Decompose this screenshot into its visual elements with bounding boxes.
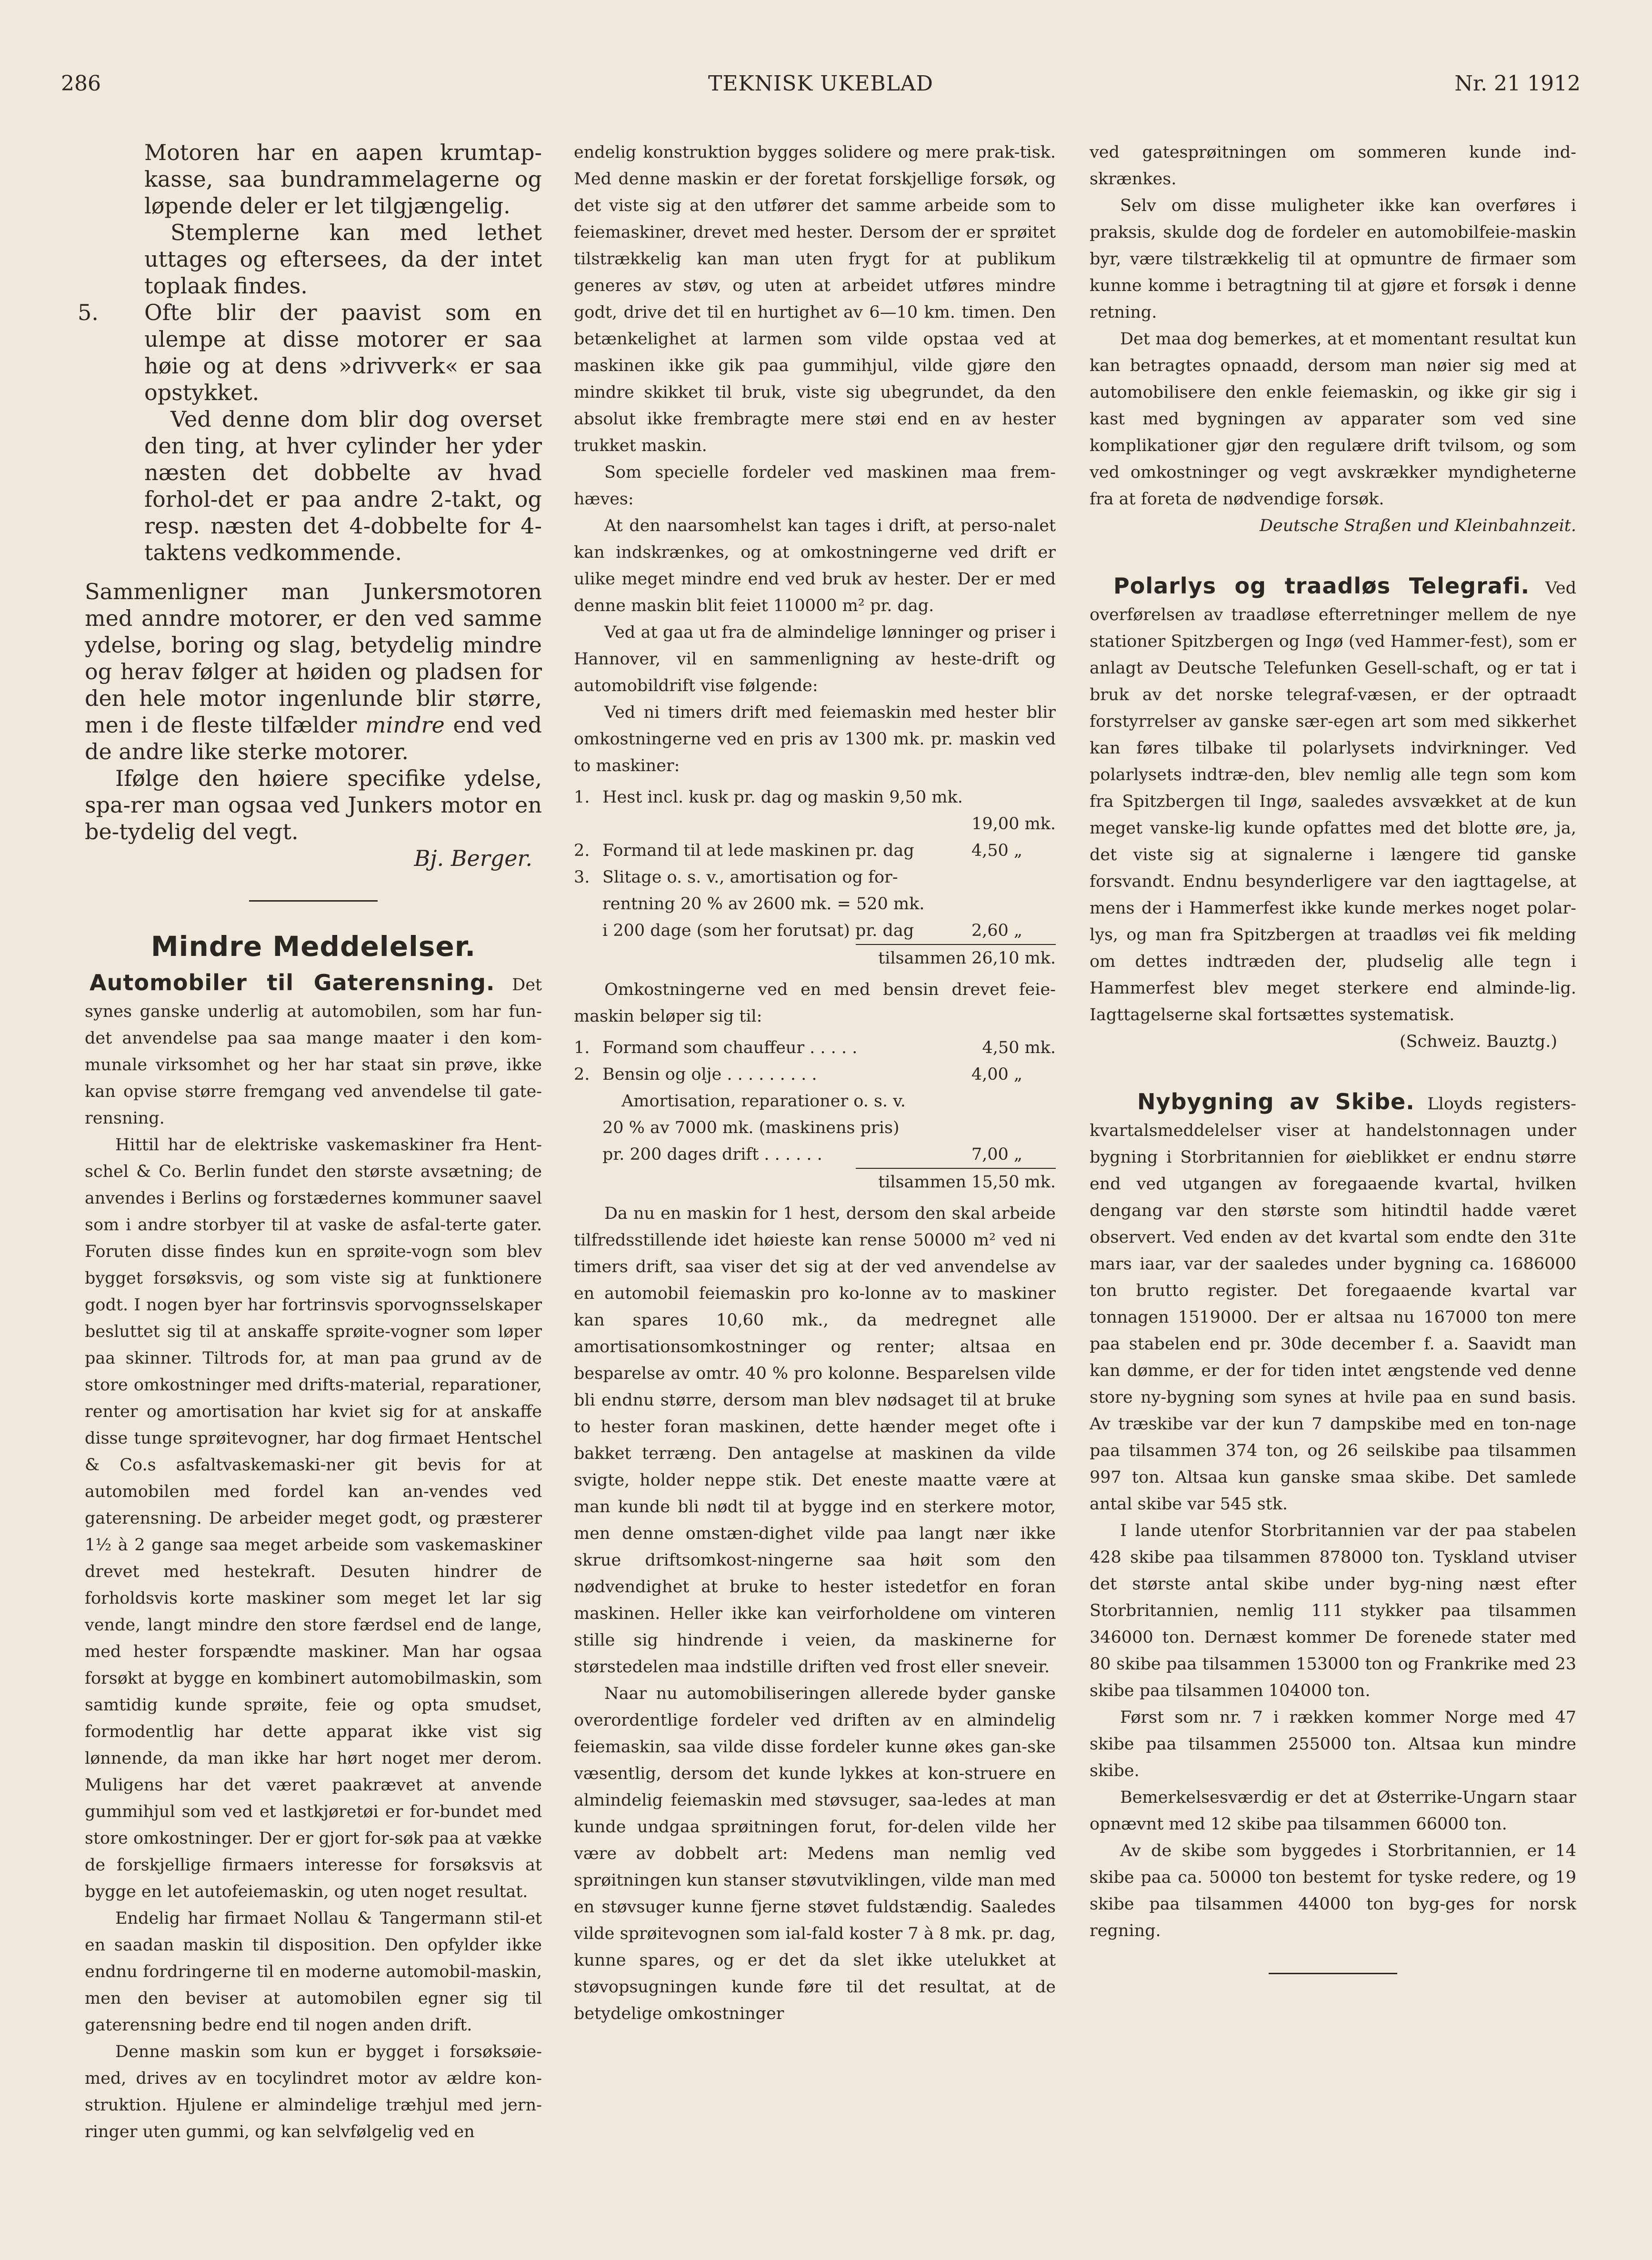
journal-title: TEKNISK UKEBLAD (708, 71, 933, 96)
cost-line (574, 891, 1056, 917)
paragraph: Endelig har firmaet Nollau & Tangermann stil-et en saadan maskin til disposition. Den opfylder ikke endnu fordringerne til en moderne automobil-maskin, men den beviser at automobilen egner sig til gaterensning bedre end til nogen anden drift. (85, 1909, 542, 2035)
paragraph: Det maa dog bemerkes, at et momentant resultat kun kan betragtes opnaadd, dersom man nøier sig med at automobilisere den enkle feiemaskin, og ikke gir sig i kast med bygningen av apparater som ved sine komplikationer gjør den regulære drift tvilsom, og som ved omkostninger og vegt avskrækker myndigheterne fra at foreta de nødvendige forsøk. (1090, 330, 1576, 509)
article-title: Nybygning av Skibe. (1137, 1089, 1415, 1115)
paragraph: Bemerkelsesværdig er det at Østerrike-Ungarn staar opnævnt med 12 skibe paa tilsammen 66000 ton. (1090, 1788, 1576, 1834)
cost-line (574, 1088, 1056, 1115)
page-number: 286 (61, 71, 101, 96)
line-text: 20 % av 7000 mk. (maskinens pris) (602, 1118, 900, 1137)
line-text: i 200 dage (som her forutsat) pr. dag (602, 921, 914, 940)
paragraph: endelig konstruktion bygges solidere og mere prak-tisk. Med denne maskin er der foretat forskjellige forsøk, og det viste sig at den utfører det samme arbeide som to feiemaskiner, drevet med hester. Dersom der er sprøitet tilstrækkelig kan man uten frygt for at publikum generes av støv, og uten at arbeidet utføres mindre godt, drive det til en hurtighet av 6—10 km. timen. Den betænkelighet at larmen som vilde opstaa ved at maskinen ikke gik paa gummihjul, vilde gjøre den mindre skikket til bruk, viste sig ubegrundet, da den absolut ikke frembragte mere støi end en av hester trukket maskin. (574, 143, 1056, 455)
cost-amount: 4,50 „ (971, 841, 1022, 860)
paragraph: Omkostningerne ved en med bensin drevet feie-maskin beløper sig til: (574, 980, 1056, 1026)
line-text: Slitage o. s. v., amortisation og for- (602, 868, 898, 887)
cost-line (574, 1141, 1056, 1168)
source-citation: (Schweiz. Bauztg.) (1399, 1032, 1557, 1051)
article-title: Polarlys og traadløs Telegrafi. (1113, 573, 1530, 599)
cost-amount: 2,60 „ (971, 921, 1022, 940)
paragraph: ved gatesprøitningen om sommeren kunde ind-skrænkes. (1090, 143, 1576, 189)
line-text: rentning 20 % av 2600 mk. = 520 mk. (602, 894, 925, 914)
line-text: Formand til at lede maskinen pr. dag (602, 841, 914, 860)
paragraph: At den naarsomhelst kan tages i drift, at perso-nalet kan indskrænkes, og at omkostningerne ved drift er ulike meget mindre end ved bruk av hester. Der er med denne maskin blit feiet 110000 m² pr. dag. (574, 516, 1056, 615)
paragraph: Som specielle fordeler ved maskinen maa frem-hæves: (574, 463, 1056, 509)
paragraph: Da nu en maskin for 1 hest, dersom den skal arbeide tilfredsstillende idet høieste kan rense 50000 m² ved ni timers drift, saa viser det sig at der ved anvendelse av en automobil feiemaskin pro ko-lonne av to maskiner kan spares 10,60 mk., da medregnet alle amortisationsomkostninger og renter; altsaa en besparelse av omtr. 40 % pro kolonne. Besparelsen vilde bli endnu større, dersom man blev nødsaget til at bruke to hester foran maskinen, dette hænder meget ofte i bakket terræng. Den antagelse at maskinen da vilde svigte, holder neppe stik. Det eneste maatte være at man kunde bli nødt til at bygge ind en sterkere motor, men denne omstæn-dighet vilde paa langt nær ikke skrue driftsomkost-ningerne saa høit som den nødvendighet at bruke to hester istedetfor en foran maskinen. Heller ikke kan veirforholdene om vinteren stille sig hindrende i veien, da maskinerne for størstedelen maa indstille driften ved frost eller sneveir. (574, 1204, 1056, 1677)
paragraph: Av de skibe som byggedes i Storbritannien, er 14 skibe paa ca. 50000 ton bestemt for tyske redere, og 19 skibe paa tilsammen 44000 ton byg-ges for norsk regning. (1090, 1841, 1576, 1940)
paragraph: Ved denne dom blir dog overset den ting, at hver cylinder her yder næsten det dobbelte av hvad forhol-det er paa andre 2-takt, og resp. næsten det 4-dobbelte for 4-taktens vedkommende. (144, 406, 542, 565)
paragraph: Naar nu automobiliseringen allerede byder ganske overordentlige fordeler ved driften av en almindelig feiemaskin, saa vilde disse fordeler kunne økes gan-ske væsentlig, dersom det kunde lykkes at kon-struere en almindelig feiemaskin med støvsuger, saa-ledes at man kunde undgaa sprøitningen forut, for-delen vilde her være av dobbelt art: Medens man nemlig ved sprøitningen kun stanser støvutviklingen, vilde man med en støvsuger kunne fjerne støvet fuldstændig. Saaledes vilde sprøitevognen som ial-fald koster 7 à 8 mk. pr. dag, kunne spares, og er det da slet ikke utelukket at støvopsugningen kunde føre til det resultat, at de betydelige omkostninger (574, 1684, 1056, 2023)
divider (1269, 1973, 1397, 1974)
emphasis: mindre (365, 712, 445, 738)
section-title: Mindre Meddelelser. (150, 930, 476, 963)
cost-list-motor (574, 1035, 1056, 1195)
paragraph: Selv om disse muligheter ikke kan overføres i praksis, skulde dog de fordeler en automobilfeie-maskin byr, være tilstrækkelig til at opmuntre de firmaer som kunne komme i betragtning til at gjøre et forsøk i denne retning. (1090, 196, 1576, 322)
cost-amount: 7,00 „ (971, 1145, 1022, 1164)
divider (249, 900, 378, 902)
cost-line (574, 784, 1056, 811)
article-paragraph (85, 969, 542, 1132)
line-number: 2. (574, 841, 590, 860)
paragraph: Ifølge den høiere specifike ydelse, spa-rer man ogsaa ved Junkers motor en be-tydelig del vegt. (85, 765, 542, 844)
cost-amount: 4,00 „ (971, 1065, 1022, 1084)
issue-number: Nr. 21 1912 (1454, 71, 1581, 96)
cost-total: tilsammen 26,10 mk. (878, 949, 1056, 968)
line-number: 3. (574, 868, 590, 887)
cost-line (574, 1115, 1056, 1141)
text-run: end ved de andre like sterke motorer. (85, 712, 542, 764)
item-number: 5. (78, 300, 99, 325)
text-run: Det synes ganske underlig at automobilen, som har fun-det anvendelse paa saa mange maater i den kom-munale virksomhet og her har staat sin prøve, ikke kan opvise større fremgang ved anvendelse til gate-rensning. (85, 975, 542, 1128)
text-run: Ved overførelsen av traadløse efterretninger mellem de nye stationer Spitzbergen og Ingø (ved Hammer-fest), som er anlagt av Deutsche Telefunken Gesell-schaft, og er tat i bruk av det norske telegraf-væsen, er der optraadt forstyrrelser av ganske sær-egen art som med sikkerhet kan føres tilbake til polarlysets indvirkninger. Ved polarlysets indtræ-den, blev nemlig alle tegn som kom fra Spitzbergen til Ingø, saaledes avsvækket at de kun meget vanske-lig kunde opfattes med det blotte øre, ja, det viste sig at signalerne i længere tid ganske forsvandt. Endnu besynderligere var den iagttagelse, at mens der i Hammerfest ikke kunde merkes noget polar-lys, og man fra Spitzbergen at traadløs vei fik melding om dettes indtræden der, pludselig alle tegn i Hammerfest blev meget sterkere end alminde-lig. Iagttagelserne skal fortsættes systematisk. (1090, 579, 1576, 1025)
paragraph: Denne maskin som kun er bygget i forsøksøie-med, drives av en tocylindret motor av ældre kon-struktion. Hjulene er almindelige træhjul med jern-ringer uten gummi, og kan selvfølgelig ved en (85, 2042, 542, 2141)
cost-line (574, 917, 1056, 944)
column-1 (78, 139, 542, 2145)
paragraph: Motoren har en aapen krumtap-kasse, saa bundrammelagerne og løpende deler er let tilgjængelig. (144, 140, 542, 219)
item-text: Ofte blir der paavist som en ulempe at disse motorer er saa høie og at dens »drivverk« er saa opstykket. (144, 300, 542, 405)
paragraph: Ved at gaa ut fra de almindelige lønninger og priser i Hannover, vil en sammenligning av heste-drift og automobildrift vise følgende: (574, 623, 1056, 695)
cost-line (574, 864, 1056, 891)
text-run: Sammenligner man Junkersmotoren med anndre motorer, er den ved samme ydelse, boring og slag, betydelig mindre og herav følger at høiden og pladsen for den hele motor ingenlunde blir større, men i de fleste tilfælder (85, 579, 542, 738)
line-text: Amortisation, reparationer o. s. v. (621, 1092, 906, 1111)
article-paragraph (1090, 1088, 1576, 1517)
line-text: Formand som chauffeur . . . . . (602, 1038, 858, 1057)
source-citation: Deutsche Straßen und Kleinbahnzeit. (1259, 516, 1576, 535)
cost-total: tilsammen 15,50 mk. (878, 1173, 1056, 1192)
paragraph: Stemplerne kan med lethet uttages og eftersees, da der intet toplaak findes. (144, 220, 542, 299)
cost-amount: 4,50 mk. (982, 1038, 1056, 1057)
cost-amount: 19,00 mk. (971, 814, 1056, 834)
paragraph: Hittil har de elektriske vaskemaskiner fra Hent-schel & Co. Berlin fundet den største avsætning; de anvendes i Berlins og forstædernes kommuner saavel som i andre storbyer til at vaske de asfal-terte gater. Foruten disse findes kun en sprøite-vogn som blev bygget forsøksvis, og som viste sig at funktionere godt. I nogen byer har fortrinsvis sporvognsselskaper besluttet sig til at anskaffe sprøite-vogner som løper paa skinner. Tiltrods for, at man paa grund av de store omkostninger med drifts-material, reparationer, renter og amortisation har kviet sig for at anskaffe disse tunge sprøitevogner, har dog firmaet Hentschel & Co.s asfaltvaskemaski-ner git bevis for at automobilen med fordel kan an-vendes ved gaterensning. De arbeider meget godt, og præsterer 1½ à 2 gange saa meget arbeide som vaskemaskiner drevet med hestekraft. Desuten hindrer de forholdsvis korte maskiner som meget let lar sig vende, langt mindre den store færdsel end de lange, med hester forspændte maskiner. Man har ogsaa forsøkt at bygge en kombinert automobilmaskin, som samtidig kunde sprøite, feie og opta smudset, formodentlig har dette apparat ikke vist sig lønnende, da man ikke har hørt noget mer derom. Muligens har det været paakrævet at anvende gummihjul som ved et lastkjøretøi er for-bundet med store omkostninger. Der er gjort for-søk paa at vække de forskjellige firmaers interesse for forsøksvis at bygge en let autofeiemaskin, og uten noget resultat. (85, 1135, 542, 1901)
cost-line (574, 1061, 1056, 1088)
cost-line (574, 1035, 1056, 1061)
column-2 (574, 139, 1056, 2027)
line-text: pr. 200 dages drift . . . . . . (602, 1145, 822, 1164)
cost-line (574, 837, 1056, 864)
line-text: Bensin og olje . . . . . . . . . (602, 1065, 817, 1084)
line-text: Hest incl. kusk pr. dag og maskin 9,50 mk. (602, 788, 963, 807)
article-title: Automobiler til Gaterensning. (90, 970, 495, 995)
numbered-item (78, 299, 542, 406)
article-paragraph (1090, 573, 1576, 1028)
paragraph: I lande utenfor Storbritannien var der paa stabelen 428 skibe paa tilsammen 878000 ton. Tyskland utviser det største antal skibe under byg-ning næst efter Storbritannien, nemlig 111 stykker paa tilsammen 346000 ton. Dernæst kommer De forenede stater med 80 skibe paa tilsammen 153000 ton og Frankrike med 23 skibe paa tilsammen 104000 ton. (1090, 1521, 1576, 1700)
author-signature: Bj. Berger. (414, 845, 532, 871)
page-header (61, 71, 1581, 105)
cost-list-horses (574, 784, 1056, 972)
column-3 (1090, 139, 1576, 2003)
line-number: 1. (574, 1038, 590, 1057)
line-number: 2. (574, 1065, 590, 1084)
text-run: Lloyds registers-kvartalsmeddelelser viser at handelstonnagen under bygning i Storbritannien for øieblikket er endnu større end ved utgangen av foregaaende kvartal, hvilken dengang var den største som hitindtil hadde været observert. Ved enden av det kvartal som endte den 31te mars iaar, var der saaledes under bygning ca. 1686000 ton brutto register. Det foregaaende kvartal var tonnagen 1519000. Der er altsaa nu 167000 ton mere paa stabelen end pr. 30de december f. a. Saavidt man kan dømme, er der for tiden intet ængstende ved denne store ny-bygning som synes at hvile paa en sund basis. Av træskibe var der kun 7 dampskibe med en ton-nage paa tilsammen 374 ton, og 26 seilskibe paa tilsammen 997 ton. Altsaa kun ganske smaa skibe. Det samlede antal skibe var 545 stk. (1090, 1095, 1576, 1514)
paragraph (85, 578, 542, 765)
line-number: 1. (574, 788, 590, 807)
paragraph: Først som nr. 7 i rækken kommer Norge med 47 skibe paa tilsammen 255000 ton. Altsaa kun mindre skibe. (1090, 1708, 1576, 1780)
paragraph: Ved ni timers drift med feiemaskin med hester blir omkostningerne ved en pris av 1300 mk. pr. maskin ved to maskiner: (574, 703, 1056, 775)
